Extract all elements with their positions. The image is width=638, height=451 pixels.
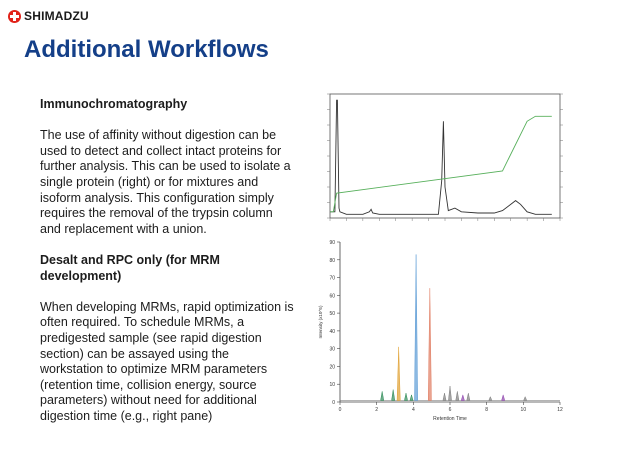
x-tick-label: 6	[448, 407, 452, 413]
mrm-chromatogram-chart	[314, 236, 576, 426]
section-heading-immuno: Immunochromatography	[40, 97, 188, 111]
series-line-1	[330, 116, 552, 212]
y-tick-label: 40	[329, 328, 335, 335]
peak-3-0	[443, 393, 446, 400]
slide-title: Additional Workflows	[24, 36, 269, 63]
series-line-0	[330, 100, 552, 214]
peak-3-2	[456, 391, 459, 400]
y-tick-label: 60	[329, 293, 335, 300]
y-tick-label: 0	[332, 400, 335, 406]
y-tick-label: 80	[329, 257, 335, 264]
peak-0-0	[414, 254, 417, 400]
x-tick-label: 8	[485, 407, 489, 413]
peak-3-1	[448, 386, 451, 401]
x-tick-label: 4	[411, 407, 415, 413]
x-tick-label: 2	[375, 407, 379, 413]
brand-name: SHIMADZU	[24, 9, 89, 23]
peak-4-2	[404, 393, 407, 400]
peak-3-5	[524, 397, 527, 401]
peak-4-0	[381, 391, 384, 400]
y-axis-label: Intensity (x10^5)	[318, 305, 323, 339]
y-tick-label: 30	[329, 346, 335, 353]
plot-frame	[330, 94, 560, 218]
peak-4-1	[392, 390, 395, 401]
x-tick-label: 10	[520, 407, 527, 413]
immunochromatography-chart	[314, 90, 574, 230]
x-tick-label: 12	[557, 407, 563, 413]
peak-1-0	[428, 288, 431, 400]
section-heading-desalt: Desalt and RPC only (for MRM development)	[40, 252, 220, 283]
section-body-desalt: When developing MRMs, rapid optimization is often required. To schedule MRMs, a predigested sample (see rapid digestion section) can be assayed using the workstation to optimize MRM parameters (retention time, collision energy, source parameters) without need for additional digestion time (e.g., right pane)	[40, 299, 294, 423]
y-tick-label: 90	[329, 240, 335, 246]
y-tick-label: 10	[329, 382, 335, 389]
peak-3-3	[467, 393, 470, 400]
y-tick-label: 20	[329, 364, 335, 371]
peak-5-1	[502, 395, 505, 401]
shimadzu-mark-icon	[8, 10, 21, 23]
x-axis-label: Retention Time	[433, 416, 467, 422]
peak-3-4	[489, 397, 492, 401]
y-tick-label: 50	[329, 311, 335, 318]
y-tick-label: 70	[329, 275, 335, 282]
section-body-immuno: The use of affinity without digestion can be used to detect and collect intact proteins for further analysis. This can be used to isolate a single protein (right) or for mixtures and isoform analysis. This configuration simply requires the removal of the trypsin column and replacement with a union.	[40, 128, 291, 236]
peak-5-0	[461, 395, 464, 401]
peak-4-3	[410, 395, 413, 401]
text-column	[40, 97, 294, 440]
x-tick-label: 0	[338, 407, 342, 413]
peak-2-0	[397, 347, 400, 401]
brand-logo	[8, 9, 89, 23]
